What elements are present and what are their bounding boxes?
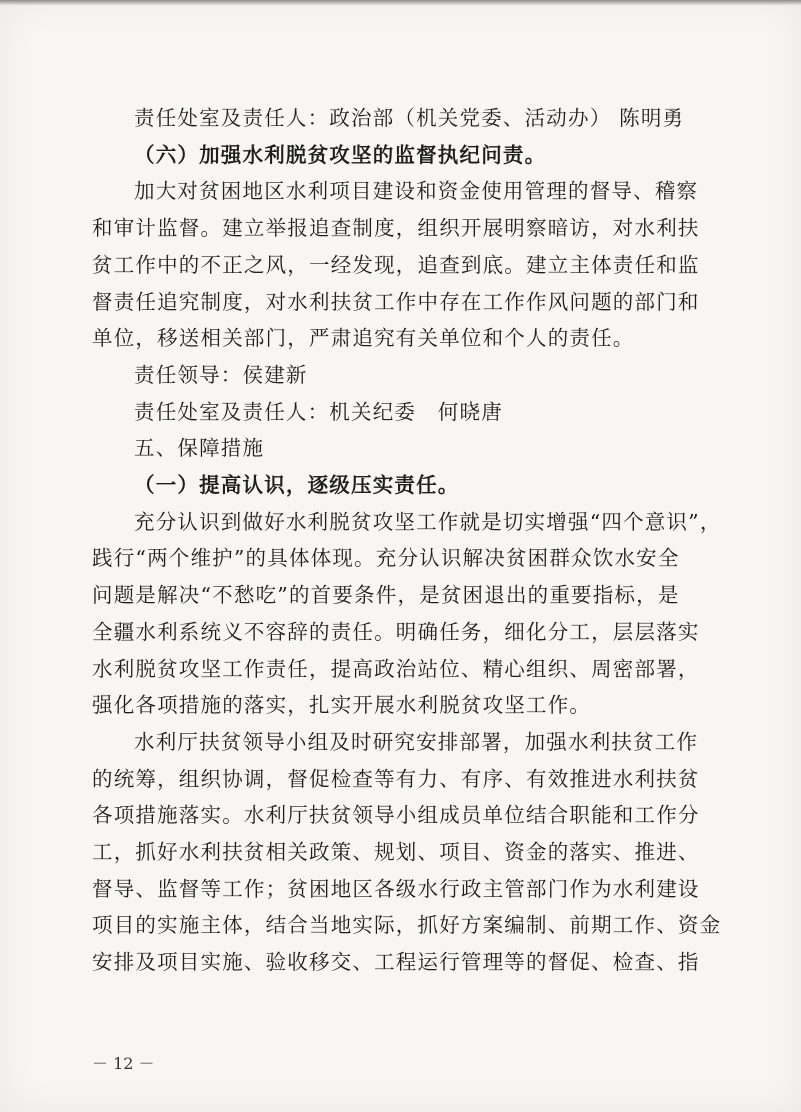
paragraph-line: 问题是解决“不愁吃”的首要条件，是贫困退出的重要指标，是 — [92, 583, 680, 608]
paragraph-line: 加大对贫困地区水利项目建设和资金使用管理的督导、稽察 — [134, 179, 699, 204]
scan-edge — [0, 0, 801, 6]
responsible-office-line: 责任处室及责任人：机关纪委 何晓唐 — [134, 399, 503, 424]
paragraph-line: 工，抓好水利扶贫相关政策、规划、项目、资金的落实、推进、 — [92, 840, 700, 865]
responsible-office-line: 责任处室及责任人：政治部（机关党委、活动办） 陈明勇 — [134, 106, 685, 130]
page-number: － 12 － — [92, 1054, 155, 1073]
paragraph-line: 全疆水利系统义不容辞的责任。明确任务，细化分工，层层落实 — [92, 619, 700, 644]
subsection-heading-1: （一）提高认识，逐级压实责任。 — [134, 473, 460, 498]
responsible-leader-line: 责任领导：侯建新 — [134, 362, 308, 387]
paragraph-line: 项目的实施主体，结合当地实际，抓好方案编制、前期工作、资金 — [92, 913, 722, 938]
paragraph-line: 督导、监督等工作；贫困地区各级水行政主管部门作为水利建设 — [92, 876, 700, 901]
document-body — [92, 100, 722, 981]
paragraph-line: 水利脱贫攻坚工作责任，提高政治站位、精心组织、周密部署， — [92, 656, 700, 681]
paragraph-line: 各项措施落实。水利厅扶贫领导小组成员单位结合职能和工作分 — [92, 803, 700, 828]
paragraph-line: 安排及项目实施、验收移交、工程运行管理等的督促、检查、指 — [92, 950, 700, 975]
paragraph-line: 的统筹，组织协调，督促检查等有力、有序、有效推进水利扶贫 — [92, 766, 700, 791]
paragraph-line: 督责任追究制度，对水利扶贫工作中存在工作作风问题的部门和 — [92, 289, 700, 314]
paragraph-line: 践行“两个维护”的具体体现。充分认识解决贫困群众饮水安全 — [92, 546, 680, 571]
paragraph-line: 和审计监督。建立举报追查制度，组织开展明察暗访，对水利扶 — [92, 216, 700, 241]
section-heading-5: 五、保障措施 — [134, 436, 265, 461]
paragraph-line: 强化各项措施的落实，扎实开展水利脱贫攻坚工作。 — [92, 693, 592, 718]
paragraph-line: 水利厅扶贫领导小组及时研究安排部署，加强水利扶贫工作 — [134, 729, 699, 754]
paragraph-line: 单位，移送相关部门，严肃追究有关单位和个人的责任。 — [92, 326, 635, 351]
paragraph-line: 贫工作中的不正之风，一经发现，追查到底。建立主体责任和监 — [92, 252, 700, 277]
paragraph-line: 充分认识到做好水利脱贫攻坚工作就是切实增强“四个意识”， — [134, 509, 722, 534]
section-heading-6: （六）加强水利脱贫攻坚的监督执纪问责。 — [134, 142, 547, 167]
